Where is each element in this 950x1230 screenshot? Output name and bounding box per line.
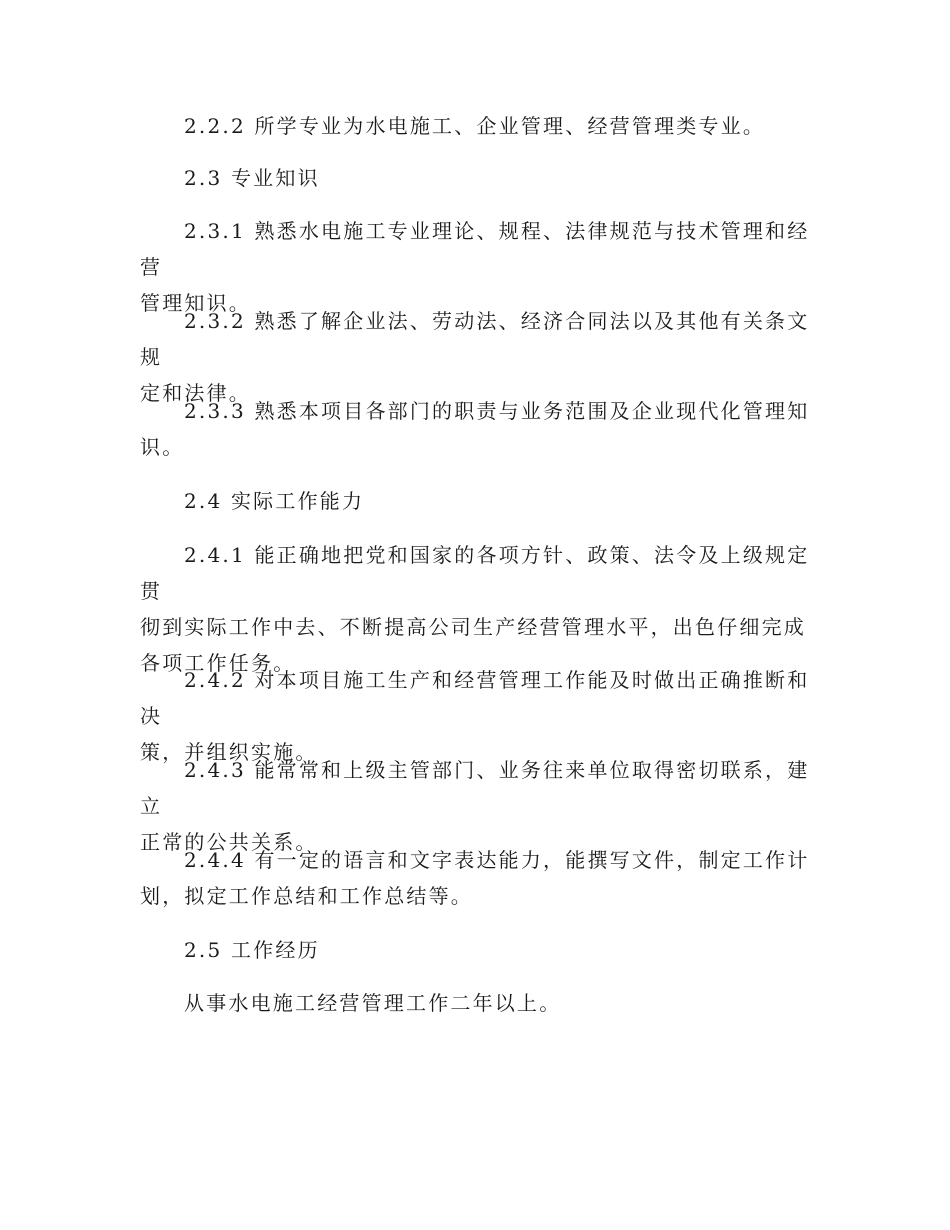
section-heading-2-5 (140, 932, 820, 968)
section-heading-2-4 (140, 483, 820, 519)
paragraph-line: 2.4.3 能常常和上级主管部门、业务往来单位取得密切联系，建立 (140, 758, 810, 818)
paragraph-line: 2.3.3 熟悉本项目各部门的职责与业务范围及企业现代化管理知 (184, 399, 810, 423)
paragraph-work-experience (140, 985, 820, 1021)
paragraph-line: 划，拟定工作总结和工作总结等。 (140, 884, 473, 908)
paragraph-line: 彻到实际工作中去、不断提高公司生产经营管理水平，出色仔细完成 (140, 615, 806, 639)
paragraph-2-3-3 (140, 393, 820, 465)
paragraph-line: 2.4.1 能正确地把党和国家的各项方针、政策、法令及上级规定贯 (140, 543, 810, 603)
paragraph-2-2-2 (140, 108, 820, 144)
paragraph-line: 从事水电施工经营管理工作二年以上。 (184, 991, 562, 1015)
paragraph-line: 2.4.4 有一定的语言和文字表达能力，能撰写文件，制定工作计 (184, 848, 810, 872)
paragraph-line: 各项工作任务。 (140, 651, 296, 675)
paragraph-2-4-1 (140, 537, 820, 681)
paragraph-line: 正常的公共关系。 (140, 830, 318, 854)
paragraph-line: 定和法律。 (140, 381, 251, 405)
heading-text: 2.4 实际工作能力 (184, 489, 365, 513)
paragraph-line: 识。 (140, 435, 185, 459)
paragraph-line: 2.4.2 对本项目施工生产和经营管理工作能及时做出正确推断和决 (140, 668, 810, 728)
paragraph-line: 2.2.2 所学专业为水电施工、企业管理、经营管理类专业。 (184, 114, 766, 138)
paragraph-2-4-4 (140, 842, 820, 914)
paragraph-line: 管理知识。 (140, 291, 251, 315)
heading-text: 2.5 工作经历 (184, 938, 320, 962)
paragraph-line: 2.3.1 熟悉水电施工专业理论、规程、法律规范与技术管理和经营 (140, 219, 810, 279)
paragraph-line: 2.3.2 熟悉了解企业法、劳动法、经济合同法以及其他有关条文规 (140, 309, 810, 369)
heading-text: 2.3 专业知识 (184, 166, 320, 190)
section-heading-2-3 (140, 160, 820, 196)
paragraph-line: 策，并组织实施。 (140, 740, 318, 764)
